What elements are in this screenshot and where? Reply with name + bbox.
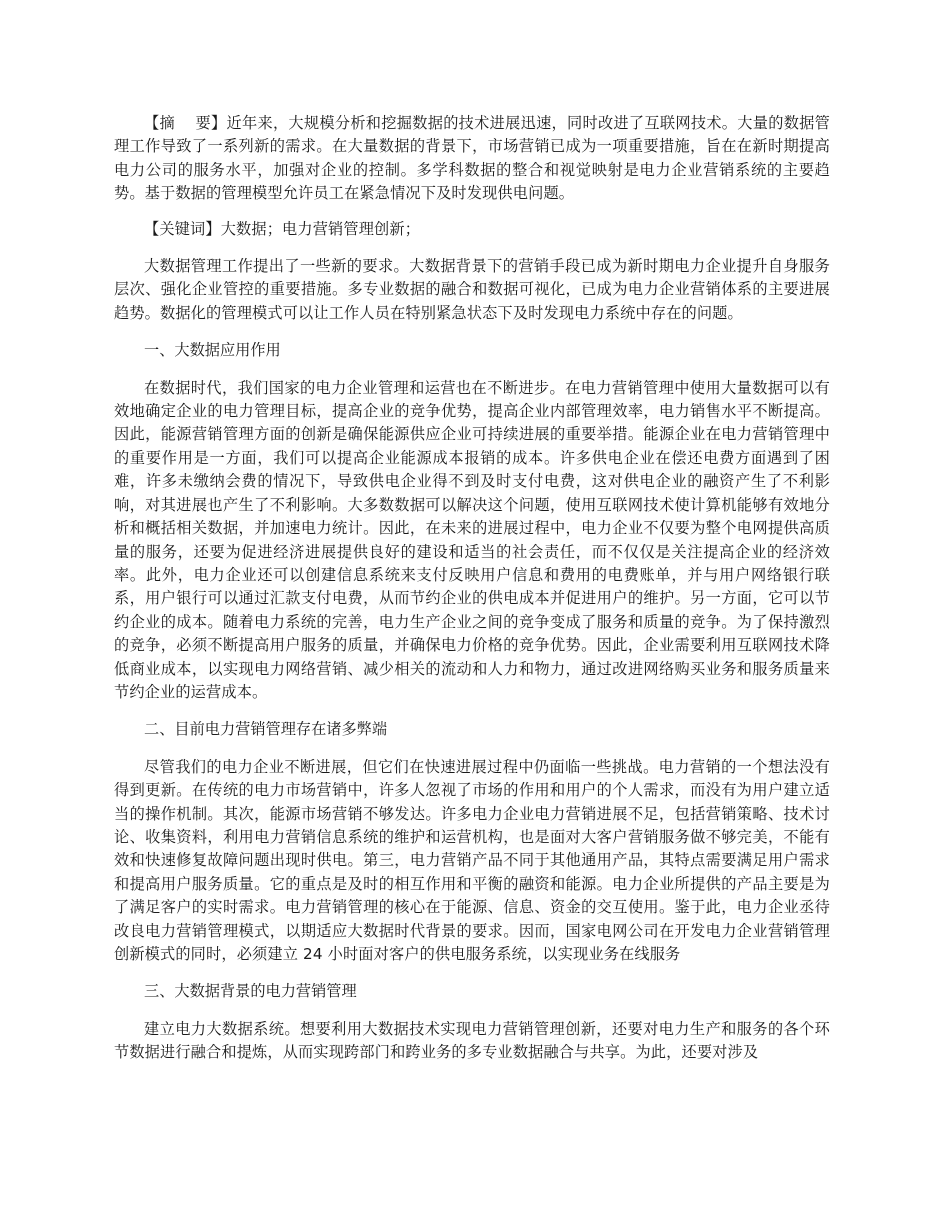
section-1-body: 在数据时代，我们国家的电力企业管理和运营也在不断进步。在电力营销管理中使用大量数据可以有效地确定企业的电力管理目标，提高企业的竞争优势，提高企业内部管理效率，电力销售水平不断提高。因此，能源营销管理方面的创新是确保能源供应企业可持续进展的重要举措。能源企业在电力营销管理中的重要作用是一方面，我们可以提高企业能源成本报销的成本。许多供电企业在偿还电费方面遇到了困难，许多未缴纳会费的情况下，导致供电企业得不到及时支付电费，这对供电企业的融资产生了不利影响，对其进展也产生了不利影响。大多数数据可以解决这个问题，使用互联网技术使计算机能够有效地分析和概括相关数据，并加速电力统计。因此，在未来的进展过程中，电力企业不仅要为整个电网提供高质量的服务，还要为促进经济进展提供良好的建设和适当的社会责任，而不仅仅是关注提高企业的经济效率。此外，电力企业还可以创建信息系统来支付反映用户信息和费用的电费账单，并与用户网络银行联系，用户银行可以通过汇款支付电费，从而节约企业的供电成本并促进用户的维护。另一方面，它可以节约企业的成本。随着电力系统的完善，电力生产企业之间的竞争变成了服务和质量的竞争。为了保持激烈的竞争，必须不断提高用户服务的质量，并确保电力价格的竞争优势。因此，企业需要利用互联网技术降低商业成本，以实现电力网络营销、减少相关的流动和人力和物力，通过改进网络购买业务和服务质量来节约企业的运营成本。 [114,378,830,701]
section-1-heading: 一、大数据应用作用 [144,341,281,360]
section-3-heading: 三、大数据背景的电力营销管理 [144,982,357,1001]
keywords-paragraph [114,218,830,241]
section-3-body: 建立电力大数据系统。想要利用大数据技术实现电力营销管理创新，还要对电力生产和服务的各个环节数据进行融合和提炼，从而实现跨部门和跨业务的多专业数据融合与共享。为此，还要对涉及 [114,1019,830,1062]
intro-paragraph: 大数据管理工作提出了一些新的要求。大数据背景下的营销手段已成为新时期电力企业提升自身服务层次、强化企业管控的重要措施。多专业数据的融合和数据可视化，已成为电力企业营销体系的主要进展趋势。数据化的管理模式可以让工作人员在特别紧急状态下及时发现电力系统中存在的问题。 [114,257,830,322]
keywords-label: 【关键词】 [144,219,221,238]
abstract-text: 近年来，大规模分析和挖掘数据的技术进展迅速，同时改进了互联网技术。大量的数据管理工作导致了一系列新的需求。在大量数据的背景下，市场营销已成为一项重要措施，旨在在新时期提高电力公司的服务水平，加强对企业的控制。多学科数据的整合和视觉映射是电力企业营销系统的主要趋势。基于数据的管理模型允许员工在紧急情况下及时发现供电问题。 [114,114,830,203]
document-page [114,112,830,1079]
abstract-paragraph [114,112,830,206]
section-2-body: 尽管我们的电力企业不断进展，但它们在快速进展过程中仍面临一些挑战。电力营销的一个想法没有得到更新。在传统的电力市场营销中，许多人忽视了市场的作用和用户的个人需求，而没有为用户建立适当的操作机制。其次，能源市场营销不够发达。许多电力企业电力营销进展不足，包括营销策略、技术讨论、收集资料，利用电力营销信息系统的维护和运营机构，也是面对大客户营销服务做不够完美，不能有效和快速修复故障问题出现时供电。第三，电力营销产品不同于其他通用产品，其特点需要满足用户需求和提高用户服务质量。它的重点是及时的相互作用和平衡的融资和能源。电力企业所提供的产品主要是为了满足客户的实时需求。电力营销管理的核心在于能源、信息、资金的交互使用。鉴于此，电力企业丞待改良电力营销管理模式，以期适应大数据时代背景的要求。因而，国家电网公司在开发电力企业营销管理创新模式的同时，必须建立 24 小时面对客户的供电服务系统，以实现业务在线服务 [114,757,830,963]
abstract-label: 【摘 要】 [144,114,227,132]
keywords-text: 大数据；电力营销管理创新； [220,219,421,238]
section-2-heading: 二、目前电力营销管理存在诸多弊端 [144,720,387,739]
